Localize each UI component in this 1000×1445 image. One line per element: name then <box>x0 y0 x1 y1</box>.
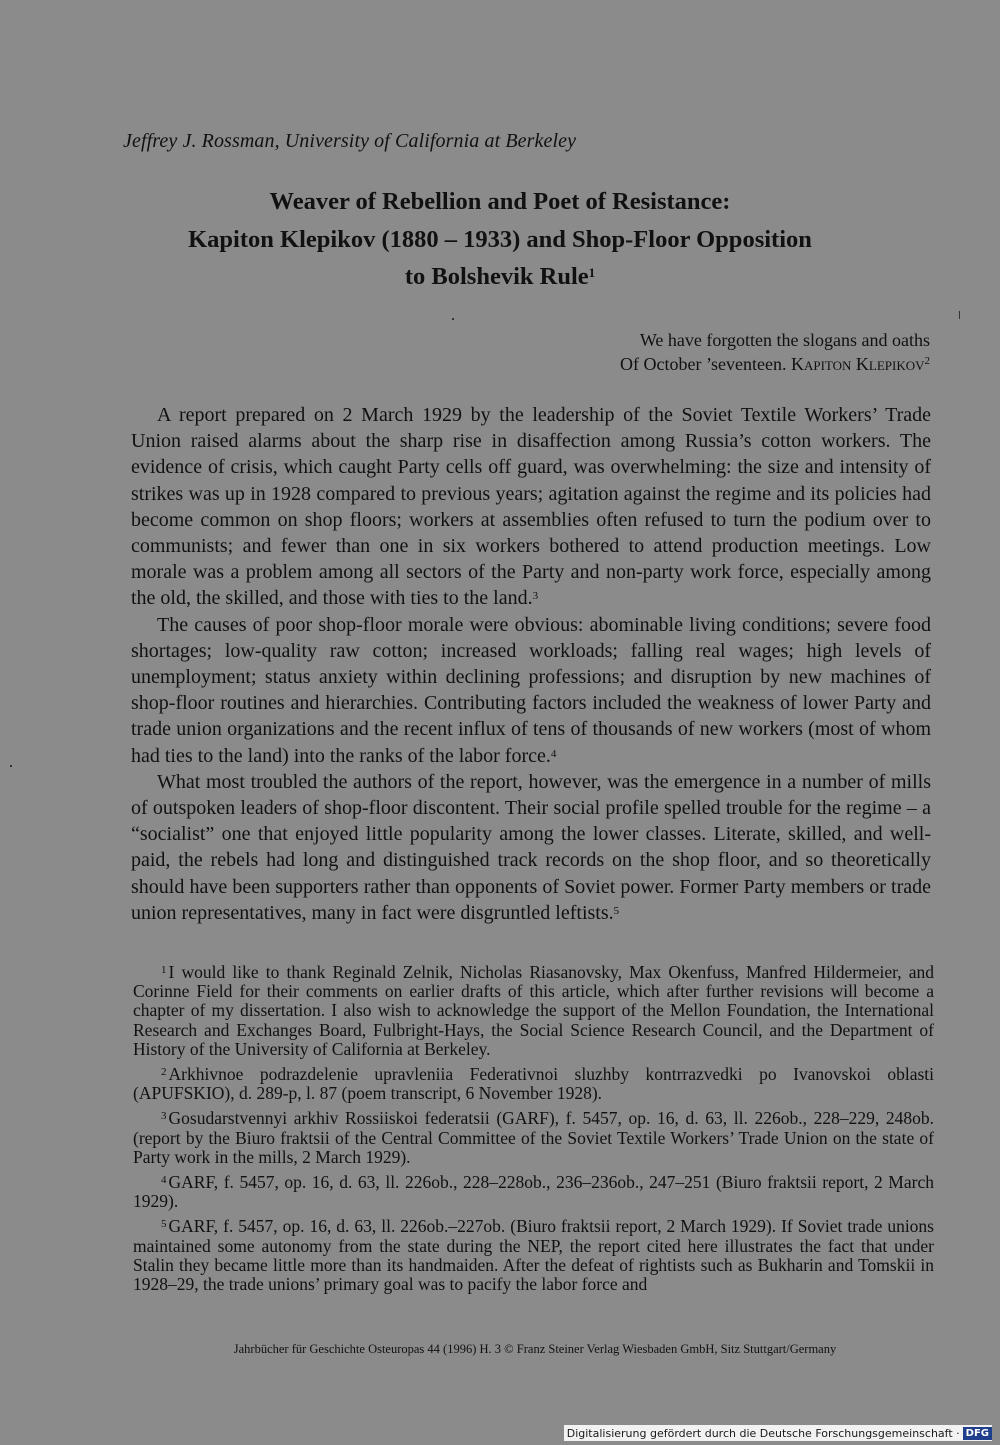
epigraph <box>430 328 930 376</box>
dfg-logo-icon[interactable]: DFG <box>963 1427 992 1440</box>
paragraph-1-text: A report prepared on 2 March 1929 by the leadership of the Soviet Textile Workers’ Trade Union raised alarms about the sharp rise in disaffection among Russia’s cotton workers. The evidence of crisis, which caught Party cells off guard, was overwhelming: the size and intensity of strikes was up in 1928 compared to previous years; agitation against the regime and its policies had become common on shop floors; workers at assemblies often refused to turn the podium over to communists; and fewer than one in six workers bothered to attend production meetings. Low morale was a problem among all sectors of the Party and non-party work force, especially among the old, the skilled, and those with ties to the land. <box>131 404 931 610</box>
footnote-3 <box>133 1109 934 1167</box>
footnote-ref-3[interactable]: 3 <box>532 590 539 603</box>
footnote-text: I would like to thank Reginald Zelnik, Nicholas Riasanovsky, Max Okenfuss, Manfred Hildermeier, and Corinne Field for their comments on earlier drafts of this article, which after further revisions will become a chapter of my dissertation. I also wish to acknowledge the support of the Mellon Foundation, the International Research and Exchanges Board, Fulbright-Hays, the Social Science Research Council, and the Department of History of the University of California at Berkeley. <box>133 962 934 1059</box>
footnote-text: GARF, f. 5457, op. 16, d. 63, ll. 226ob.–227ob. (Biuro fraktsii report, 2 March 1929). If Soviet trade unions maintained some autonomy from the state during the NEP, the report cited here illustrates the fact that under Stalin they became little more than its handmaiden. After the defeat of rightists such as Bukharin and Tomskii in 1928–29, the trade unions’ primary goal was to pacify the labor force and <box>133 1216 934 1295</box>
epigraph-line-1: We have forgotten the slogans and oaths <box>639 330 930 350</box>
footnotes <box>133 963 934 1300</box>
footnote-number: 2 <box>161 1066 167 1079</box>
footnote-5 <box>133 1217 934 1294</box>
body-text <box>131 402 931 926</box>
title-footnote-ref[interactable]: 1 <box>588 265 596 280</box>
paragraph-1 <box>131 402 931 612</box>
title-line-1: Weaver of Rebellion and Poet of Resistance: <box>269 188 731 215</box>
title-line-2: Kapiton Klepikov (1880 – 1933) and Shop-Floor Opposition <box>188 225 812 253</box>
footnote-4 <box>133 1173 934 1211</box>
journal-footer: Jahrbücher für Geschichte Osteuropas 44 (1996) H. 3 © Franz Steiner Verlag Wiesbaden GmbH, Sitz Stuttgart/Germany <box>233 1342 837 1356</box>
epigraph-footnote-ref[interactable]: 2 <box>924 355 930 367</box>
title-line-3-text: to Bolshevik Rule <box>404 263 589 290</box>
footnote-number: 5 <box>161 1218 167 1231</box>
article-title <box>100 183 900 296</box>
footnote-text: Gosudarstvennyi arkhiv Rossiiskoi federatsii (GARF), f. 5457, op. 16, d. 63, ll. 226ob., 228–229, 248ob. (report by the Biuro fraktsii of the Central Committee of the Soviet Textile Workers’ Trade Union on the state of Party work in the mills, 2 March 1929). <box>133 1108 934 1167</box>
epigraph-line-2 <box>430 352 930 376</box>
footnote-ref-4[interactable]: 4 <box>550 747 557 760</box>
epigraph-line-2-text: Of October ’seventeen. <box>620 354 787 374</box>
scan-speck <box>10 765 12 767</box>
scan-speck <box>959 311 960 319</box>
title-line-3 <box>100 258 900 296</box>
paragraph-3 <box>131 769 931 926</box>
footnote-ref-5[interactable]: 5 <box>613 904 620 917</box>
epigraph-attribution: Kapiton Klepikov <box>790 354 925 374</box>
scan-speck <box>452 318 454 320</box>
digitization-banner <box>564 1425 992 1441</box>
footnote-number: 3 <box>161 1110 167 1123</box>
footnote-text: Arkhivnoe podrazdelenie upravleniia Federativnoi sluzhby kontrrazvedki po Ivanovskoi oblasti (APUFSKIO), d. 289-p, l. 87 (poem transcript, 6 November 1928). <box>133 1064 934 1104</box>
footnote-2 <box>133 1065 934 1103</box>
footnote-number: 4 <box>161 1174 167 1187</box>
paragraph-2-text: The causes of poor shop-floor morale were obvious: abominable living conditions; severe food shortages; low-quality raw cotton; increased workloads; falling real wages; high levels of unemployment; status anxiety within declining professions; and disruption by new machines of shop-floor routines and hierarchies. Contributing factors included the weakness of lower Party and trade union organizations and the recent influx of tens of thousands of new workers (most of whom had ties to the land) into the ranks of the labor force. <box>131 613 931 767</box>
footnote-text: GARF, f. 5457, op. 16, d. 63, ll. 226ob., 228–228ob., 236–236ob., 247–251 (Biuro fraktsii report, 2 March 1929). <box>133 1172 934 1212</box>
paragraph-2 <box>131 612 931 769</box>
footnote-1 <box>133 963 934 1059</box>
footnote-number: 1 <box>161 964 167 976</box>
digitization-text: Digitalisierung gefördert durch die Deutsche Forschungsgemeinschaft · <box>566 1426 960 1440</box>
paragraph-3-text: What most troubled the authors of the report, however, was the emergence in a number of mills of outspoken leaders of shop-floor discontent. Their social profile spelled trouble for the regime – a “socialist” one that enjoyed little popularity among the lower classes. Literate, skilled, and well-paid, the rebels had long and distinguished track records on the shop floor, and so theoretically should have been supporters rather than opponents of Soviet power. Former Party members or trade union representatives, many in fact were disgruntled leftists. <box>131 770 931 924</box>
author-line: Jeffrey J. Rossman, University of California at Berkeley <box>123 130 577 152</box>
